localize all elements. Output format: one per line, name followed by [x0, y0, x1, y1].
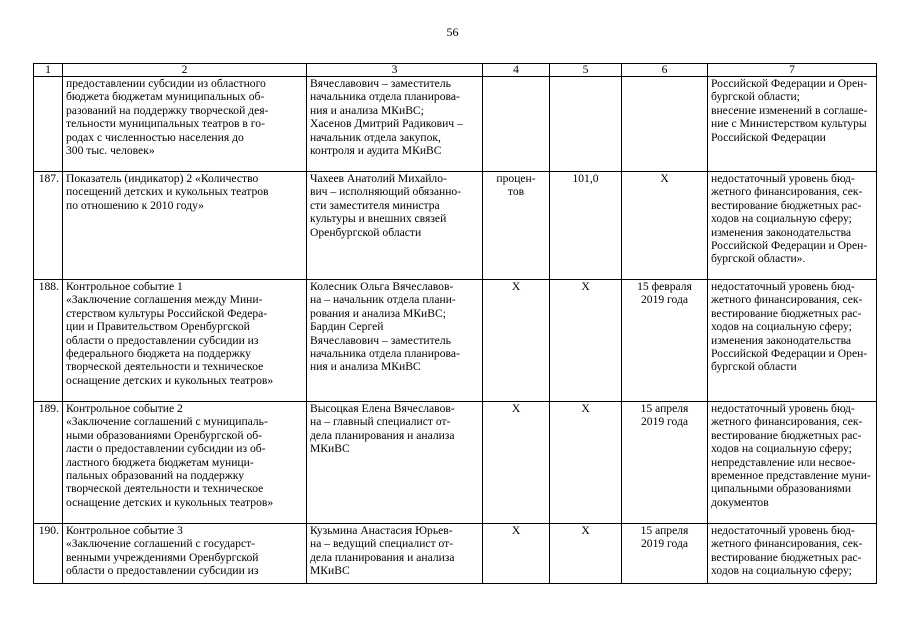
row-responsible: Колесник Ольга Вячеславов- на – начальник отдела плани- рования и анализа МКиВС; Бардин Сергей Вячеславович – заместитель начальника отдела планирова- ния и анализа МКиВС: [310, 280, 460, 374]
row-number: 187.: [34, 172, 63, 280]
row-date: 15 февраля 2019 года: [637, 280, 692, 307]
table-row: [34, 172, 877, 280]
document-table: [33, 63, 877, 584]
row-name: предоставлении субсидии из областного бюджета бюджетам муниципальных об- разований на поддержку творческой дея- тельности муниципальных театров в го- родах с численностью населения до 300 тыс. человек»: [66, 77, 269, 158]
row-unit: процен- тов: [496, 172, 536, 199]
row-name: Контрольное событие 2 «Заключение соглашений с муниципаль- ными образованиями Оренбургской об- ласти о предоставлении субсидии из об- ластного бюджета бюджетам муници- пальных образований на поддержку творческой деятельности и техническое оснащение детских и кукольных театров»: [66, 402, 274, 509]
header-row: [34, 64, 877, 77]
row-responsible: Вячеславович – заместитель начальника отдела планирова- ния и анализа МКиВС; Хасенов Дмитрий Радикович – начальник отдела закупок, контроля и аудита МКиВС: [310, 77, 463, 158]
column-header-5: 5: [550, 64, 622, 77]
column-header-7: 7: [708, 64, 877, 77]
row-responsible: Кузьмина Анастасия Юрьев- на – ведущий специалист от- дела планирования и анализа МКиВС: [310, 524, 455, 578]
row-number: [34, 77, 63, 172]
table-row: [34, 280, 877, 402]
row-number: 190.: [34, 524, 63, 584]
row-value: Х: [581, 402, 590, 415]
table-row: [34, 402, 877, 524]
row-name: Показатель (индикатор) 2 «Количество посещений детских и кукольных театров по отношению к 2010 году»: [66, 172, 269, 212]
row-value: Х: [581, 280, 590, 293]
table-row: [34, 524, 877, 584]
row-value: 101,0: [572, 172, 599, 185]
row-number: 189.: [34, 402, 63, 524]
row-date: Х: [660, 172, 669, 185]
row-responsible: Высоцкая Елена Вячеславов- на – главный специалист от- дела планирования и анализа МКиВС: [310, 402, 455, 456]
row-responsible: Чахеев Анатолий Михайло- вич – исполняющий обязанно- сти заместителя министра культуры и внешних связей Оренбургской области: [310, 172, 462, 239]
row-name: Контрольное событие 1 «Заключение соглашения между Мини- стерством культуры Российской Федера- ции и Правительством Оренбургской области о предоставлении субсидии из федерального бюджета на поддержку творческой деятельности и техническое оснащение детских и кукольных театров»: [66, 280, 274, 387]
row-unit: Х: [511, 524, 521, 537]
column-header-4: 4: [483, 64, 550, 77]
row-name: Контрольное событие 3 «Заключение соглашений с государст- венными учреждениями Оренбургской области о предоставлении субсидии из: [66, 524, 259, 578]
column-header-2: 2: [63, 64, 307, 77]
table-row: [34, 77, 877, 172]
column-header-1: 1: [34, 64, 63, 77]
row-risks: недостаточный уровень бюд- жетного финансирования, сек- вестирование бюджетных рас- ходов на социальную сферу; изменения законодательства Российской Федерации и Орен- бургской области».: [711, 172, 868, 266]
row-risks: недостаточный уровень бюд- жетного финансирования, сек- вестирование бюджетных рас- ходов на социальную сферу; непредставление или несвое- временное представление муни- ципальными образованиями документов: [711, 402, 871, 509]
row-number: 188.: [34, 280, 63, 402]
column-header-3: 3: [307, 64, 483, 77]
row-risks: недостаточный уровень бюд- жетного финансирования, сек- вестирование бюджетных рас- ходов на социальную сферу; изменения законодательства Российской Федерации и Орен- бургской области: [711, 280, 868, 374]
row-date: 15 апреля 2019 года: [640, 402, 689, 429]
column-header-6: 6: [622, 64, 708, 77]
row-value: Х: [581, 524, 590, 537]
row-unit: Х: [511, 280, 521, 293]
row-date: 15 апреля 2019 года: [640, 524, 689, 551]
row-unit: Х: [511, 402, 521, 415]
row-risks: Российской Федерации и Орен- бургской области; внесение изменений в соглаше- ние с Министерством культуры Российской Федерации: [711, 77, 868, 144]
page-number: 56: [446, 25, 459, 39]
row-risks: недостаточный уровень бюд- жетного финансирования, сек- вестирование бюджетных рас- ходов на социальную сферу;: [711, 524, 863, 578]
